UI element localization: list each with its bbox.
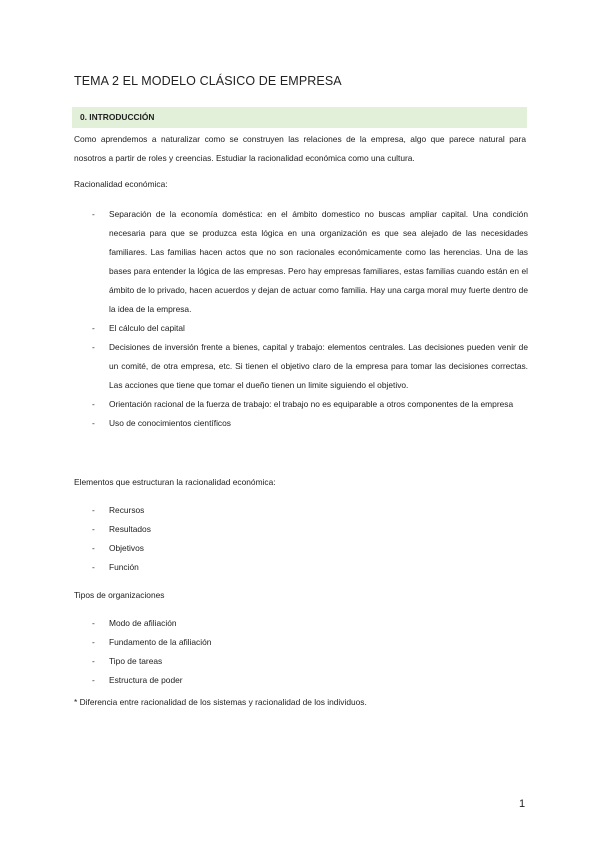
list-item: - Fundamento de la afiliación [92,633,528,652]
list-item: - El cálculo del capital [92,319,528,338]
document-title: TEMA 2 EL MODELO CLÁSICO DE EMPRESA [74,74,342,88]
tipos-list [92,614,528,690]
list-item: - Estructura de poder [92,671,528,690]
racionalidad-heading: Racionalidad económica: [74,179,168,189]
list-item: - Decisiones de inversión frente a bienes, capital y trabajo: elementos centrales. Las decisiones pueden venir de un comité, de otra empresa, etc. Si tienen el objetivo claro de la empresa para tomar las decisiones correctas. Las acciones que tiene que tomar el dueño tienen un limite siguiendo el objetivo. [92,338,528,395]
elementos-list [92,501,528,577]
list-item: - Uso de conocimientos científicos [92,414,528,433]
racionalidad-list [92,205,528,433]
tipos-heading: Tipos de organizaciones [74,590,165,600]
list-item: - Separación de la economía doméstica: en el ámbito domestico no buscas ampliar capital. Una condición necesaria para que se produzca esta lógica en una organización es que sea alejado de las necesidades familiares. Las familias hacen actos que no son racionales económicamente como las herencias. Una de las bases para entender la lógica de las empresas. Pero hay empresas familiares, estas familias cuando están en el ámbito de lo privado, hacen acuerdos y dejan de actuar como familia. Hay una carga moral muy fuerte dentro de la idea de la empresa. [92,205,528,319]
footnote: * Diferencia entre racionalidad de los sistemas y racionalidad de los individuos. [74,697,367,707]
list-item: - Objetivos [92,539,528,558]
list-item: - Función [92,558,528,577]
section-title: 0. INTRODUCCIÓN [80,112,155,122]
list-item: - Resultados [92,520,528,539]
page-number: 1 [519,798,526,810]
elementos-heading: Elementos que estructuran la racionalidad económica: [74,477,276,487]
intro-paragraph: Como aprendemos a naturalizar como se construyen las relaciones de la empresa, algo que parece natural para nosotros a partir de roles y creencias. Estudiar la racionalidad económica como una cultura. [74,134,526,163]
list-item: - Tipo de tareas [92,652,528,671]
list-item: - Recursos [92,501,528,520]
section-header [72,107,527,128]
list-item: - Orientación racional de la fuerza de trabajo: el trabajo no es equiparable a otros componentes de la empresa [92,395,528,414]
list-item: - Modo de afiliación [92,614,528,633]
